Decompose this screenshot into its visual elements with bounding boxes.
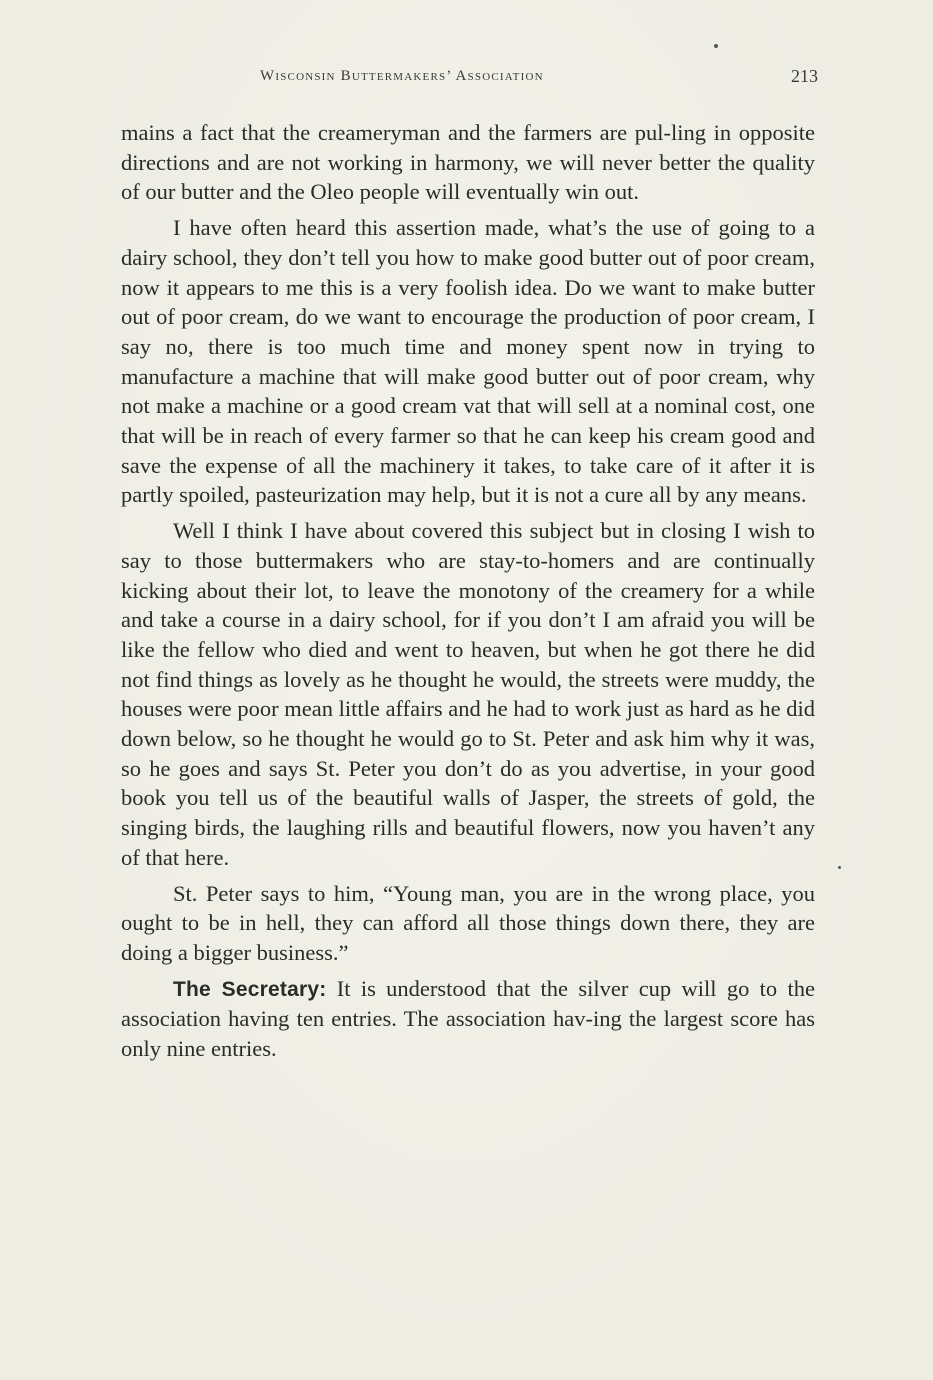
speaker-label: The Secretary: <box>173 977 327 1001</box>
paragraph-dairy-school: I have often heard this assertion made, what’s the use of going to a dairy school, they don’t tell you how to make good butter out of poor cream, now it appears to me this is a very foolish idea. Do we want to make butter out of poor cream, do we want to encourage the production of poor cream, I say no, there is too much time and money spent now in trying to manufacture a machine that will make good butter out of poor cream, why not make a machine or a good cream vat that will sell at a nominal cost, one that will be in reach of every farmer so that he can keep his cream good and save the expense of all the machinery it takes, to take care of it after it is partly spoiled, pasteurization may help, but it is not a cure all by any means. <box>121 215 815 508</box>
paragraph-secretary <box>121 974 815 1064</box>
ink-speck <box>838 866 841 869</box>
ink-speck <box>714 44 718 48</box>
page-number: 213 <box>791 66 818 86</box>
paragraph-closing: Well I think I have about covered this subject but in closing I wish to say to those buttermakers who are stay-to-homers and are continually kicking about their lot, to leave the monotony of the creamery for a while and take a course in a dairy school, for if you don’t I am afraid you will be like the fellow who died and went to heaven, but when he got there he did not find things as lovely as he thought he would, the streets were muddy, the houses were poor mean little affairs and he had to work just as hard as he did down below, so he thought he would go to St. Peter and ask him why it was, so he goes and says St. Peter you don’t do as you advertise, in your good book you tell us of the beautiful walls of Jasper, the streets of gold, the singing birds, the laughing rills and beautiful flowers, now you haven’t any of that here. <box>121 518 815 870</box>
running-head <box>120 68 820 98</box>
secretary-text: It is understood that the silver cup will go to the association having ten entries. The association hav-ing the largest score has only nine entries. <box>121 975 816 1062</box>
body-text <box>121 118 815 1070</box>
running-title: Wisconsin Buttermakers’ Association <box>260 68 544 84</box>
paragraph-st-peter: St. Peter says to him, “Young man, you are in the wrong place, you ought to be in hell, they can afford all those things down there, they are doing a bigger business.” <box>121 880 815 965</box>
paragraph-continuation: mains a fact that the creameryman and the farmers are pul-ling in opposite directions and are not working in harmony, we will never better the quality of our butter and the Oleo people will eventually win out. <box>121 120 815 205</box>
